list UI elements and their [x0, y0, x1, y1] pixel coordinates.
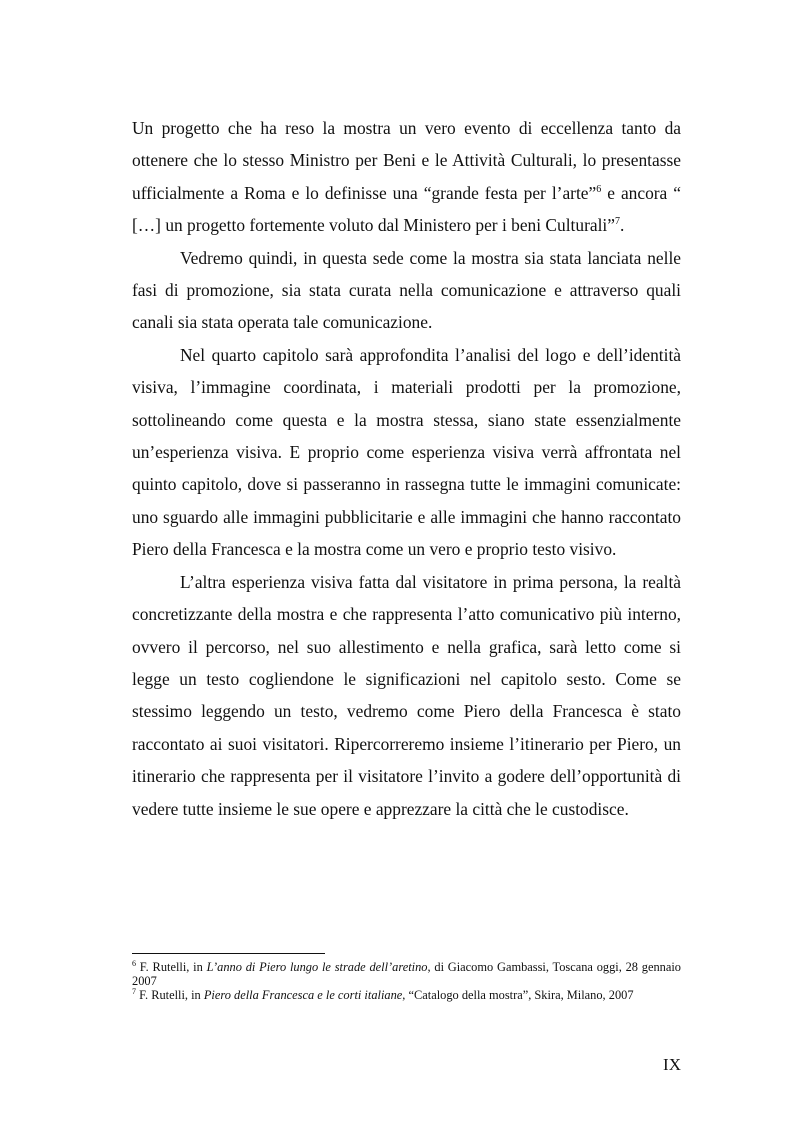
paragraph-4: L’altra esperienza visiva fatta dal visitatore in prima persona, la realtà concretizzante della mostra e che rappresenta l’atto comunicativo più interno, ovvero il percorso, nel suo allestimento e nella grafica, sarà letto come si legge un testo cogliendone le significazioni nel capitolo sesto. Come se stessimo leggendo un testo, vedremo come Piero della Francesca è stato raccontato ai suoi visitatori. Ripercorreremo insieme l’itinerario per Piero, un itinerario che rappresenta per il visitatore l’invito a godere dell’opportunità di vedere tutte insieme le sue opere e apprezzare la città che le custodisce.: [132, 571, 681, 819]
footnote-ref-7: 7: [614, 216, 620, 228]
page-number: IX: [663, 1055, 681, 1074]
footnote-6: $^6$ F. Rutelli, in L’anno di Piero lungo le strade dell’aretino, di Giacomo Gambassi, Toscana oggi, 28 gennaio 2007: [132, 959, 682, 988]
paragraph-3: Nel quarto capitolo sarà approfondita l’analisi del logo e dell’identità visiva, l’immagine coordinata, i materiali prodotti per la promozione, sottolineando come questa e la mostra stessa, siano state essenzialmente un’esperienza visiva. E proprio come esperienza visiva verrà affrontata nel quinto capitolo, dove si passeranno in rassegna tutte le immagini comunicate: uno sguardo alle immagini pubblicitarie e alle immagini che hanno raccontato Piero della Francesca e la mostra come un vero e proprio testo visivo.: [132, 344, 681, 560]
body-text: [132, 112, 681, 825]
paragraph-2: Vedremo quindi, in questa sede come la mostra sia stata lanciata nelle fasi di promozione, sia stata curata nella comunicazione e attraverso quali canali sia stata operata tale comunicazione.: [132, 247, 681, 333]
footnote-divider: [132, 953, 325, 954]
footnote-ref-6: 6: [596, 183, 602, 195]
footnote-7: $^7$ F. Rutelli, in Piero della Francesca e le corti italiane, “Catalogo della mostra”, Skira, Milano, 2007: [132, 987, 634, 1002]
footnotes: [132, 960, 681, 1002]
paragraph-1: Un progetto che ha reso la mostra un vero evento di eccellenza tanto da ottenere che lo stesso Ministro per Beni e le Attività Culturali, lo presentasse ufficialmente a Roma e lo definisse una “grande festa per l’arte”$^6$ e ancora “ […] un progetto fortemente voluto dal Ministero per i beni Culturali”$^7$.: [132, 118, 681, 236]
